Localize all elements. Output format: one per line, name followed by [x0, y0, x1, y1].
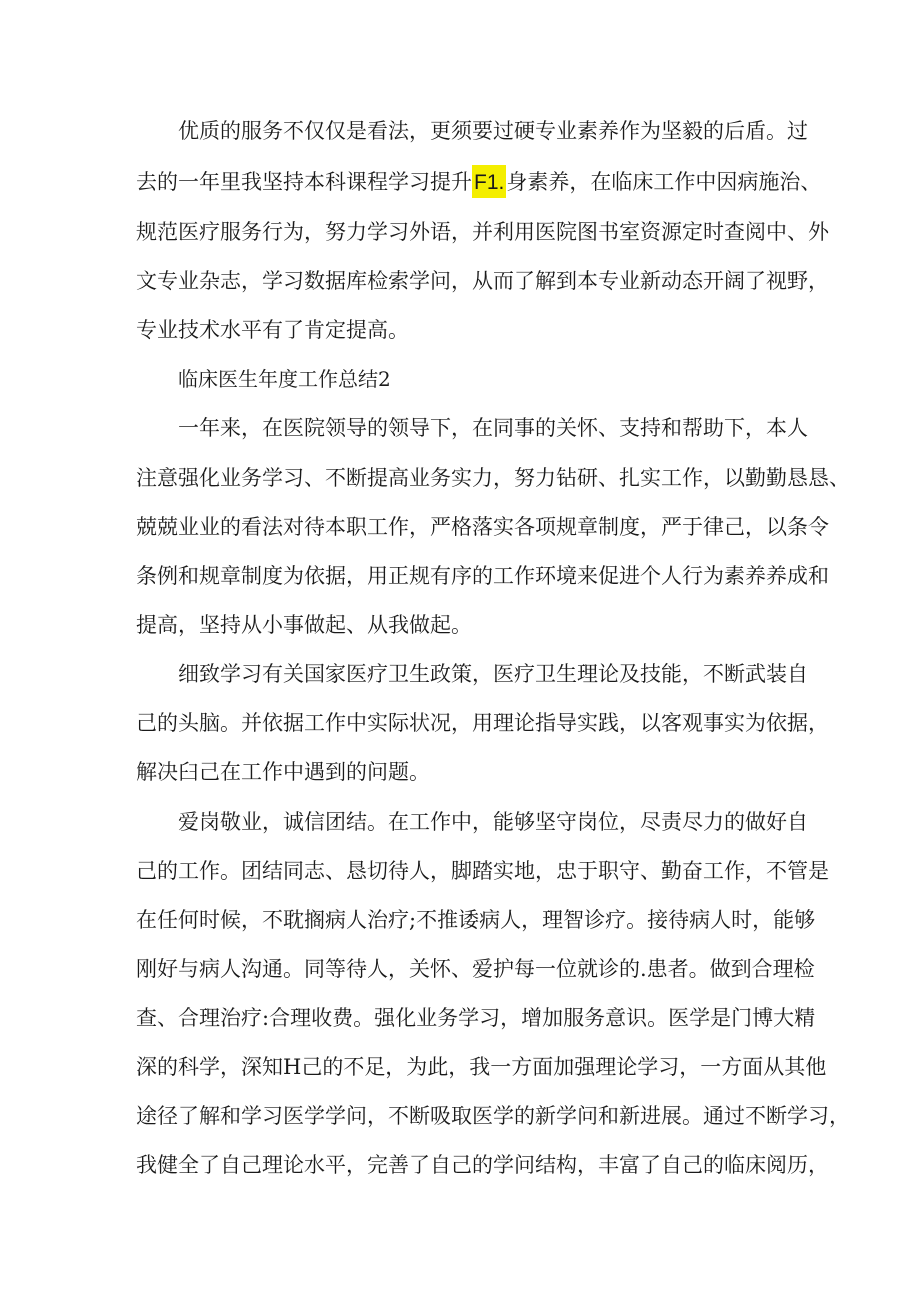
paragraph-line: 深的科学，深知H己的不足，为此，我一方面加强理论学习，一方面从其他	[136, 1055, 827, 1079]
paragraph-line: 在任何时候，不耽搁病人治疗;不推诿病人，理智诊疗。接待病人时，能够	[136, 908, 816, 932]
paragraph-line: 己的工作。团结同志、恳切待人，脚踏实地，忠于职守、勤奋工作，不管是	[136, 859, 829, 883]
paragraph-line: 优质的服务不仅仅是看法，更须要过硬专业素养作为坚毅的后盾。过	[178, 119, 808, 143]
paragraph-line: 规范医疗服务行为，努力学习外语，并利用医院图书室资源定时查阅中、外	[136, 220, 829, 244]
paragraph-line: 爱岗敬业，诚信团结。在工作中，能够坚守岗位，尽责尽力的做好自	[178, 810, 808, 834]
paragraph-line: 提高，坚持从小事做起、从我做起。	[136, 613, 472, 637]
paragraph-line	[136, 167, 822, 198]
paragraph-line: 查、合理治疗:合理收费。强化业务学习，增加服务意识。医学是门博大精	[136, 1006, 816, 1030]
paragraph-line: 细致学习有关国家医疗卫生政策，医疗卫生理论及技能，不断武装自	[178, 662, 808, 686]
paragraph-line: 我健全了自己理论水平，完善了自己的学问结构，丰富了自己的临床阅历，	[136, 1153, 829, 1177]
paragraph-line: 条例和规章制度为依据，用正规有序的工作环境来促进个人行为素养养成和	[136, 564, 829, 588]
paragraph-line: 注意强化业务学习、不断提高业务实力，努力钻研、扎实工作，以勤勤恳恳、	[136, 466, 850, 490]
paragraph-line: 己的头脑。并依据工作中实际状况，用理论指导实践，以客观事实为依据，	[136, 711, 829, 735]
paragraph-line: 解决臼己在工作中遇到的问题。	[136, 760, 430, 784]
paragraph-line: 刚好与病人沟通。同等待人，关怀、爱护每一位就诊的.患者。做到合理检	[136, 957, 815, 981]
line-segment: 去的一年里我坚持本科课程学习提升	[136, 170, 472, 194]
section-heading: 临床医生年度工作总结2	[178, 367, 391, 391]
highlighted-text: F1.	[472, 165, 506, 198]
paragraph-line: 专业技术水平有了肯定提高。	[136, 318, 409, 342]
paragraph-line: 途径了解和学习医学学问，不断吸取医学的新学问和新进展。通过不断学习，	[136, 1104, 850, 1128]
paragraph-line: 文专业杂志，学习数据库检索学问，从而了解到本专业新动态开阔了视野，	[136, 269, 829, 293]
line-segment: 身素养，在临床工作中因病施治、	[506, 170, 822, 194]
paragraph-line: 兢兢业业的看法对待本职工作，严格落实各项规章制度，严于律己，以条令	[136, 515, 829, 539]
paragraph-line: 一年来，在医院领导的领导下，在同事的关怀、支持和帮助下，本人	[178, 416, 808, 440]
